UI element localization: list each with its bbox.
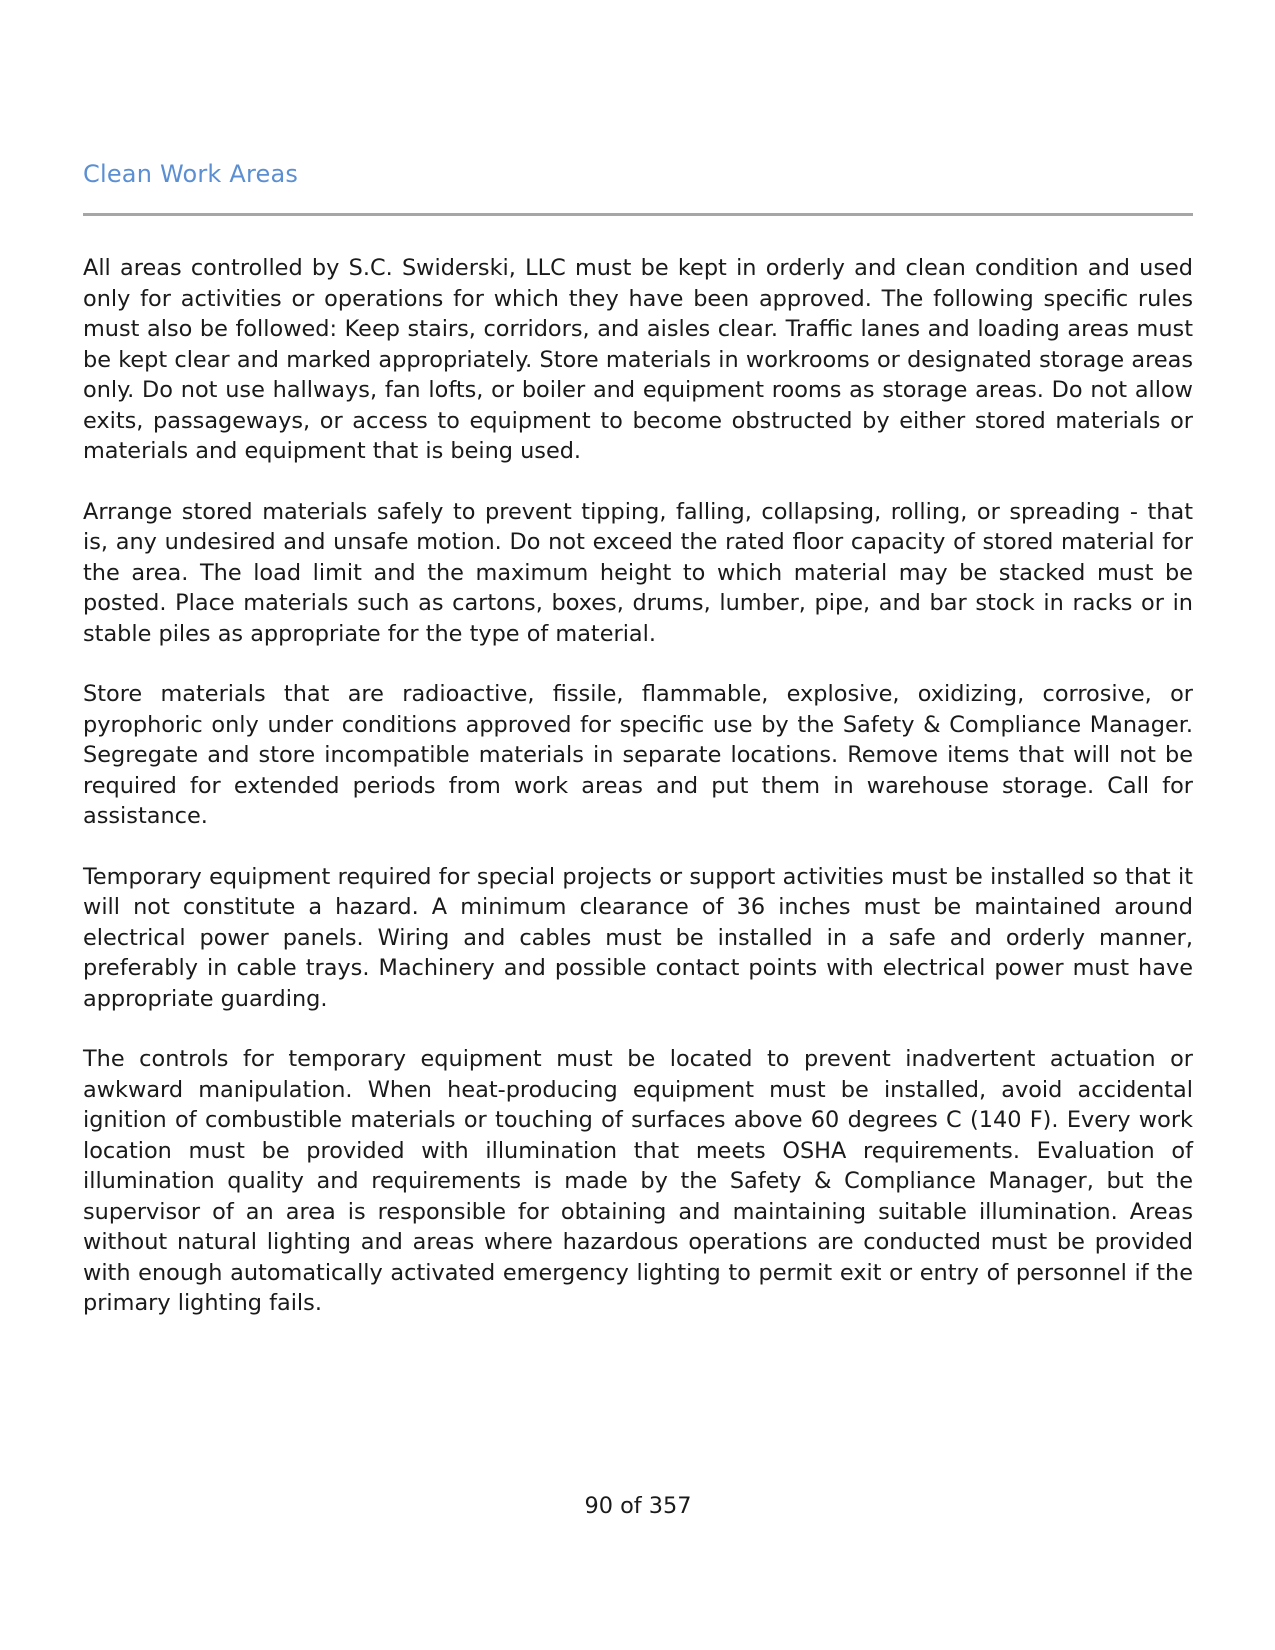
paragraph-stored-materials: Arrange stored materials safely to prevent tipping, falling, collapsing, rolling, or spreading - that is, any undesired and unsafe motion. Do not exceed the rated floor capacity of stored material for the area. The load limit and the maximum height to which material may be stacked must be posted. Place materials such as cartons, boxes, drums, lumber, pipe, and bar stock in racks or in stable piles as appropriate for the type of material.: [83, 498, 1193, 647]
paragraph-controls-illumination: The controls for temporary equipment must be located to prevent inadvertent actuation or awkward manipulation. When heat-producing equipment must be installed, avoid accidental ignition of combustible materials or touching of surfaces above 60 degrees C (140 F). Every work location must be provided with illumination that meets OSHA requirements. Evaluation of illumination quality and requirements is made by the Safety & Compliance Manager, but the supervisor of an area is responsible for obtaining and maintaining suitable illumination. Areas without natural lighting and areas where hazardous operations are conducted must be provided with enough automatically activated emergency lighting to permit exit or entry of personnel if the primary lighting fails.: [83, 1046, 1193, 1316]
section-heading: Clean Work Areas: [83, 160, 299, 188]
heading-divider: [83, 213, 1193, 216]
paragraph-hazardous-materials: Store materials that are radioactive, fissile, flammable, explosive, oxidizing, corrosive, or pyrophoric only under conditions approved for specific use by the Safety & Compliance Manager. Segregate and store incompatible materials in separate locations. Remove items that will not be required for extended periods from work areas and put them in warehouse storage. Call for assistance.: [83, 681, 1193, 829]
page-number: 90 of 357: [584, 1493, 692, 1519]
section-body: [83, 253, 1193, 1349]
document-page: [83, 0, 1193, 1650]
paragraph-general-rules: All areas controlled by S.C. Swiderski, LLC must be kept in orderly and clean condition and used only for activities or operations for which they have been approved. The following specific rules must also be followed: Keep stairs, corridors, and aisles clear. Traffic lanes and loading areas must be kept clear and marked appropriately. Store materials in workrooms or designated storage areas only. Do not use hallways, fan lofts, or boiler and equipment rooms as storage areas. Do not allow exits, passageways, or access to equipment to become obstructed by either stored materials or materials and equipment that is being used.: [83, 255, 1193, 464]
paragraph-temporary-equipment: Temporary equipment required for special projects or support activities must be installed so that it will not constitute a hazard. A minimum clearance of 36 inches must be maintained around electrical power panels. Wiring and cables must be installed in a safe and orderly manner, preferably in cable trays. Machinery and possible contact points with electrical power must have appropriate guarding.: [83, 863, 1193, 1012]
